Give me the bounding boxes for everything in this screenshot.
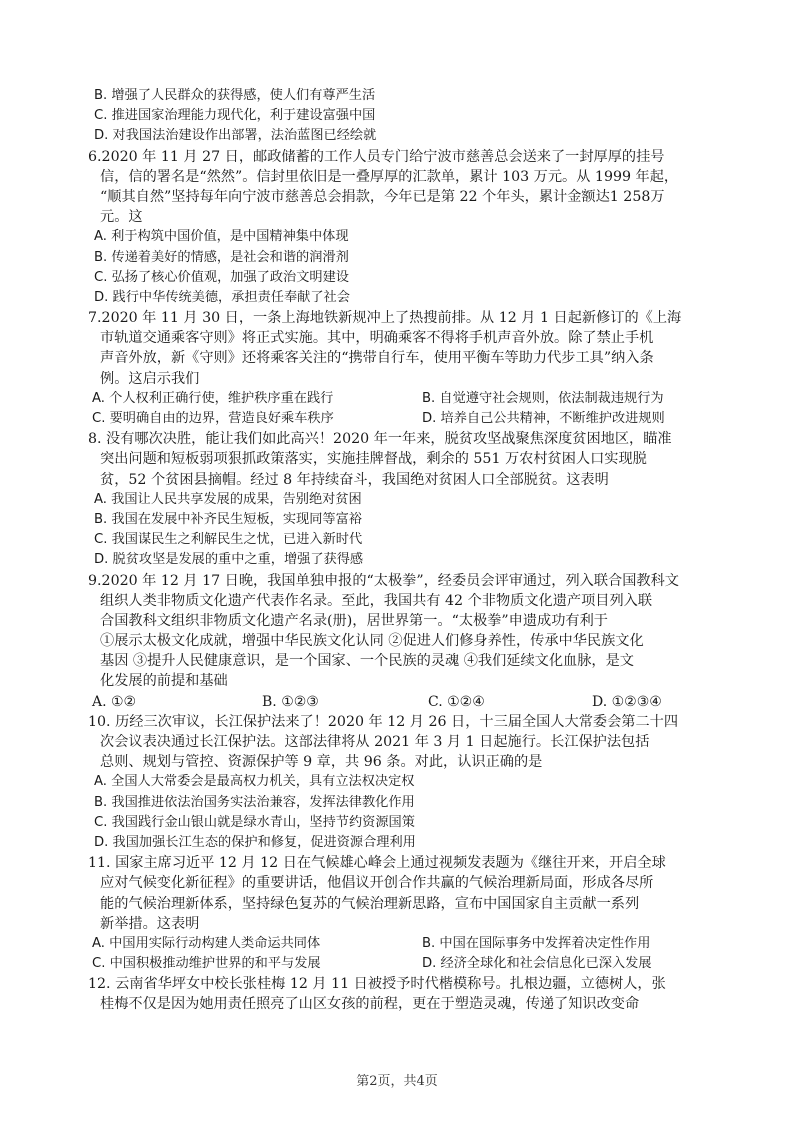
q10-option-c: C. 我国践行金山银山就是绿水青山，坚持节约资源国策 <box>94 814 415 830</box>
q10-option-a: A. 全国人大常委会是最高权力机关，具有立法权决定权 <box>94 774 415 790</box>
q6-option-d: D. 践行中华传统美德，承担责任奉献了社会 <box>94 289 350 305</box>
q10-stem-line: 次会议表决通过长江保护法。这部法律将从 2021 年 3 月 1 日起施行。长江保护法包括 <box>100 734 650 750</box>
q8-stem-line: 突出问题和短板弱项狠抓政策落实，实施挂牌督战，剩余的 551 万农村贫困人口实现脱 <box>100 451 647 468</box>
q7-option-c: C. 要明确自由的边界，营造良好乘车秩序 <box>92 411 334 426</box>
question-8 <box>88 429 732 570</box>
q7-option-d: D. 培养自己公共精神，不断维护改进规则 <box>422 411 665 426</box>
q12-stem-line: 12. 云南省华坪女中校长张桂梅 12 月 11 日被授予时代楷模称号。扎根边疆，立德树人，张 <box>88 976 666 993</box>
q7-option-a: A. 个人权利正确行使，维护秩序重在践行 <box>92 390 334 406</box>
q6-stem-line: 元。这 <box>100 209 143 226</box>
q9-option-c: C. ①②④ <box>428 693 485 710</box>
q9-options-row <box>92 692 732 712</box>
q6-stem-line: 6.2020 年 11 月 27 日，邮政储蓄的工作人员专门给宁波市慈善总会送来了一封厚厚的挂号 <box>88 148 665 165</box>
q8-stem-line: 贫，52 个贫困县摘帽。经过 8 年持续奋斗，我国绝对贫困人口全部脱贫。这表明 <box>100 471 609 488</box>
q8-option-b: B. 我国在发展中补齐民生短板，实现同等富裕 <box>94 511 362 527</box>
q9-stem-line: ①展示太极文化成就，增强中华民族文化认同 ②促进人们修身养性，传承中华民族文化 <box>100 633 644 650</box>
q11-options-row-2 <box>92 954 732 974</box>
question-7 <box>88 308 732 429</box>
q7-stem-line: 7.2020 年 11 月 30 日，一条上海地铁新规冲上了热搜前排。从 12 月 1 日起新修订的《上海 <box>88 310 682 327</box>
page-footer: 第2页，共4页 <box>356 1074 438 1089</box>
q6-option-a: A. 利于构筑中国价值，是中国精神集中体现 <box>94 229 349 245</box>
q9-option-d: D. ①②③④ <box>592 693 662 710</box>
question-9 <box>88 571 732 712</box>
q9-stem-line: 9.2020 年 12 月 17 日晚，我国单独申报的“太极拳”，经委员会评审通过，列入联合国教科文 <box>88 572 679 589</box>
q11-option-b: B. 中国在国际事务中发挥着决定性作用 <box>422 935 651 951</box>
q5-option-c: C. 推进国家治理能力现代化，利于建设富强中国 <box>94 108 376 124</box>
q5-option-b: B. 增强了人民群众的获得感，使人们有尊严生活 <box>94 88 376 103</box>
q5-option-d: D. 对我国法治建设作出部署，法治蓝图已经绘就 <box>94 128 377 144</box>
q9-stem-line: 组织人类非物质文化遗产代表作名录。至此，我国共有 42 个非物质文化遗产项目列入联 <box>100 592 653 609</box>
q9-option-a: A. ①② <box>92 693 137 710</box>
q6-option-c: C. 弘扬了核心价值观，加强了政治文明建设 <box>94 269 349 285</box>
q7-stem-line: 声音外放，新《守则》还将乘客关注的“携带自行车，使用平衡车等助力代步工具”纳入条 <box>100 350 654 367</box>
q6-stem-line: “顺其自然”坚持每年向宁波市慈善总会捐款，今年已是第 22 个年头，累计金额达1 258万 <box>100 188 665 205</box>
q10-option-d: D. 我国加强长江生态的保护和修复，促进资源合理利用 <box>94 834 416 850</box>
question-10 <box>88 712 732 853</box>
q6-option-b: B. 传递着美好的情感，是社会和谐的润滑剂 <box>94 249 349 265</box>
q10-stem-line: 10. 历经三次审议，长江保护法来了！2020 年 12 月 26 日，十三届全国人大常委会第二十四 <box>88 713 679 730</box>
q8-stem-line: 8. 没有哪次决胜，能让我们如此高兴！2020 年一年来，脱贫攻坚战聚焦深度贫困地区，瞄准 <box>88 431 672 448</box>
q8-option-c: C. 我国谋民生之利解民生之忧，已进入新时代 <box>94 532 363 548</box>
question-5-options <box>92 86 732 147</box>
exam-page <box>88 86 732 1015</box>
q11-option-c: C. 中国积极推动维护世界的和平与发展 <box>92 956 321 972</box>
q11-option-a: A. 中国用实际行动构建人类命运共同体 <box>92 935 321 951</box>
q11-option-d: D. 经济全球化和社会信息化已深入发展 <box>422 956 652 972</box>
q9-stem-line: 合国教科文组织非物质文化遗产名录(册)，居世界第一。“太极拳”申遗成功有利于 <box>100 612 608 629</box>
q8-option-a: A. 我国让人民共享发展的成果，告别绝对贫困 <box>94 491 362 507</box>
q10-stem-line: 总则、规划与管控、资源保护等 9 章，共 96 条。对此，认识正确的是 <box>100 754 543 771</box>
q7-stem-line: 例。这启示我们 <box>100 370 200 387</box>
q10-option-b: B. 我国推进依法治国务实法治兼容，发挥法律教化作用 <box>94 794 415 810</box>
question-11 <box>88 853 732 974</box>
q12-stem-line: 桂梅不仅是因为她用责任照亮了山区女孩的前程，更在于塑造灵魂，传递了知识改变命 <box>100 996 640 1013</box>
q7-options-row-2 <box>92 409 732 429</box>
q11-stem-line: 能的气候治理新体系，坚持绿色复苏的气候治理新思路，宣布中国国家自主贡献一系列 <box>100 895 640 912</box>
q7-options-row-1 <box>92 389 732 409</box>
q7-option-b: B. 自觉遵守社会规则，依法制裁违规行为 <box>422 390 664 406</box>
q9-stem-line: 化发展的前提和基础 <box>100 673 228 690</box>
q7-stem-line: 市轨道交通乘客守则》将正式实施。其中，明确乘客不得将手机声音外放。除了禁止手机 <box>100 330 654 347</box>
q11-stem-line: 应对气候变化新征程》的重要讲话，他倡议开创合作共赢的气候治理新局面，形成各尽所 <box>100 875 654 892</box>
q11-stem-line: 11. 国家主席习近平 12 月 12 日在气候雄心峰会上通过视频发表题为《继往开来，开启全球 <box>88 855 666 872</box>
q9-stem-line: 基因 ③提升人民健康意识，是一个国家、一个民族的灵魂 ④我们延续文化血脉，是文 <box>100 653 634 670</box>
q11-options-row-1 <box>92 934 732 954</box>
q8-option-d: D. 脱贫攻坚是发展的重中之重，增强了获得感 <box>94 552 364 568</box>
q11-stem-line: 新举措。这表明 <box>100 915 200 932</box>
q9-option-b: B. ①②③ <box>262 693 319 710</box>
q6-stem-line: 信，信的署名是“然然”。信封里依旧是一叠厚厚的汇款单，累计 103 万元。从 1999 年起， <box>100 168 679 185</box>
question-6 <box>88 147 732 309</box>
question-12 <box>88 974 732 1014</box>
